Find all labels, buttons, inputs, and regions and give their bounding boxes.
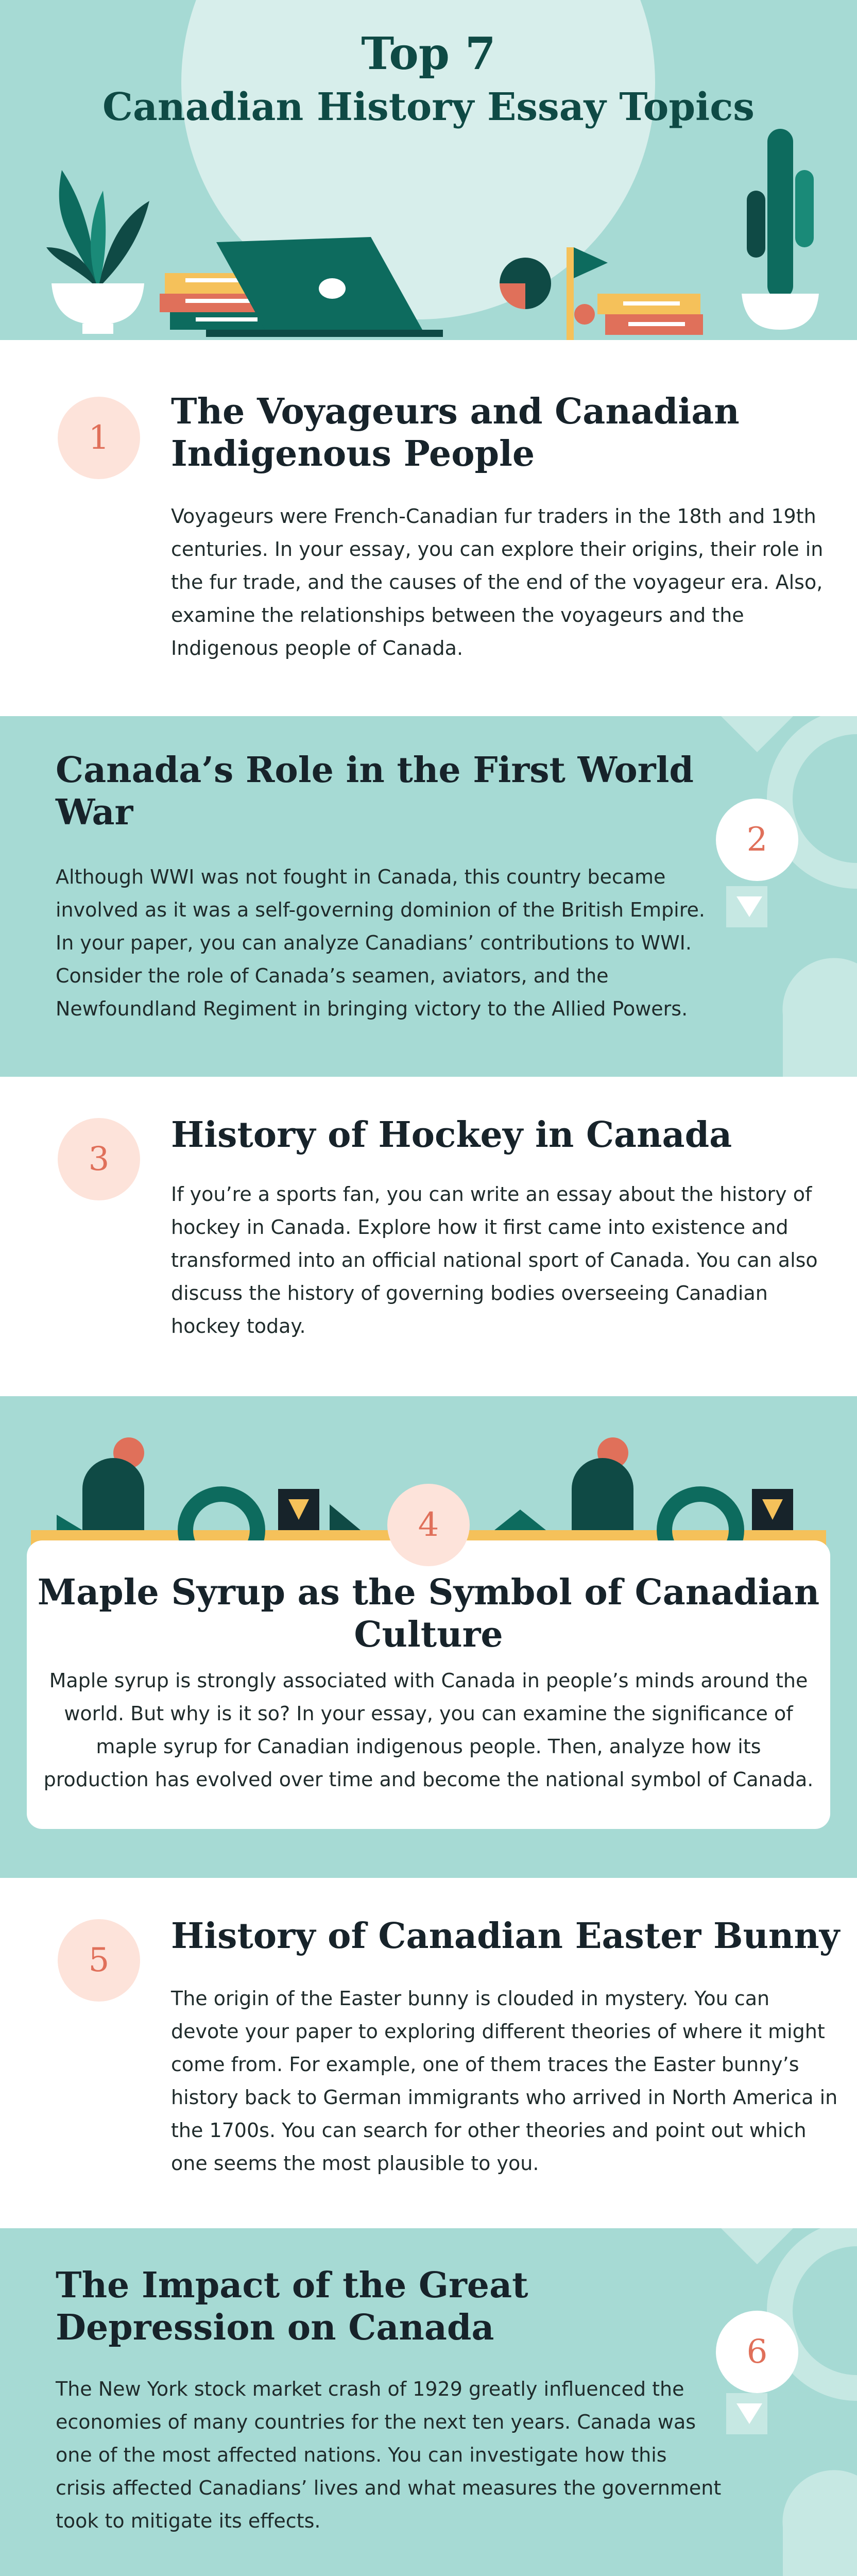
topic-6-section (0, 2228, 857, 2576)
topic-description: Maple syrup is strongly associated with Canada in people’s minds around the world. But why is it so? In your essay, you can examine the significance of maple syrup for Canadian indigenous people. Then, analyze how its production has evolved over time and become the national symbol of Canada. (43, 1669, 814, 1791)
topic-2-section (0, 716, 857, 1077)
topic-number-badge: 6 (716, 2311, 798, 2393)
topic-3-section (0, 1077, 857, 1396)
topic-1-section (0, 340, 857, 716)
laptop-icon (155, 227, 443, 340)
topic-description: If you’re a sports fan, you can write an essay about the history of hockey in Canada. Explore how it first came into existence and transformed into an official national sport of Canada. You can also discuss the history of governing bodies overseeing Canadian hockey today. (171, 1183, 818, 1337)
topic-5-section (0, 1878, 857, 2228)
plant-pot-icon (41, 160, 155, 340)
topic-number-badge: 1 (58, 397, 140, 479)
topic-number-badge: 3 (58, 1118, 140, 1200)
topic-description: Voyageurs were French-Canadian fur traders in the 18th and 19th centuries. In your essay, you can explore their origins, their role in the fur trade, and the causes of the end of the voyageur era. Also, examine the relationships between the voyageurs and the Indigenous people of Canada. (171, 505, 824, 659)
topic-description: Although WWI was not fought in Canada, this country became involved as it was a self-governing dominion of the British Empire. In your paper, you can analyze Canadians’ contributions to WWI. Consider the role of Canada’s seamen, aviators, and the Newfoundland Regiment in bringing victory to the Allied Powers. (56, 866, 705, 1020)
topic-description: The origin of the Easter bunny is clouded in mystery. You can devote your paper to exploring different theories of where it might come from. For example, one of them traces the Easter bunny’s history back to German immigrants who arrived in North America in the 1700s. You can search for other theories and point out which one seems the most plausible to you. (171, 1987, 838, 2175)
topic-number-badge: 2 (716, 799, 798, 881)
topic-title: The Voyageurs and Canadian Indigenous People (171, 391, 740, 474)
title-line-1: Top 7 (361, 28, 496, 80)
topic-4-section (0, 1396, 857, 1878)
topic-title: Canada’s Role in the First World War (56, 750, 694, 833)
flag-icon (494, 237, 711, 340)
header-banner (0, 0, 857, 340)
topic-title: Maple Syrup as the Symbol of Canadian Culture (37, 1572, 820, 1655)
cactus-icon (736, 118, 824, 340)
topic-title: History of Canadian Easter Bunny (171, 1916, 840, 1957)
topic-number-badge: 5 (58, 1919, 140, 2002)
topic-number-badge: 4 (387, 1484, 470, 1566)
topic-description: The New York stock market crash of 1929 greatly influenced the economies of many countries for the next ten years. Canada was one of the most affected nations. You can investigate how this crisis affected Canadians’ lives and what measures the government took to mitigate its effects. (56, 2378, 722, 2532)
title-line-2: Canadian History Essay Topics (102, 85, 755, 129)
topic-title: History of Hockey in Canada (171, 1114, 732, 1156)
page-title (0, 26, 857, 132)
topic-title: The Impact of the Great Depression on Canada (56, 2265, 528, 2348)
